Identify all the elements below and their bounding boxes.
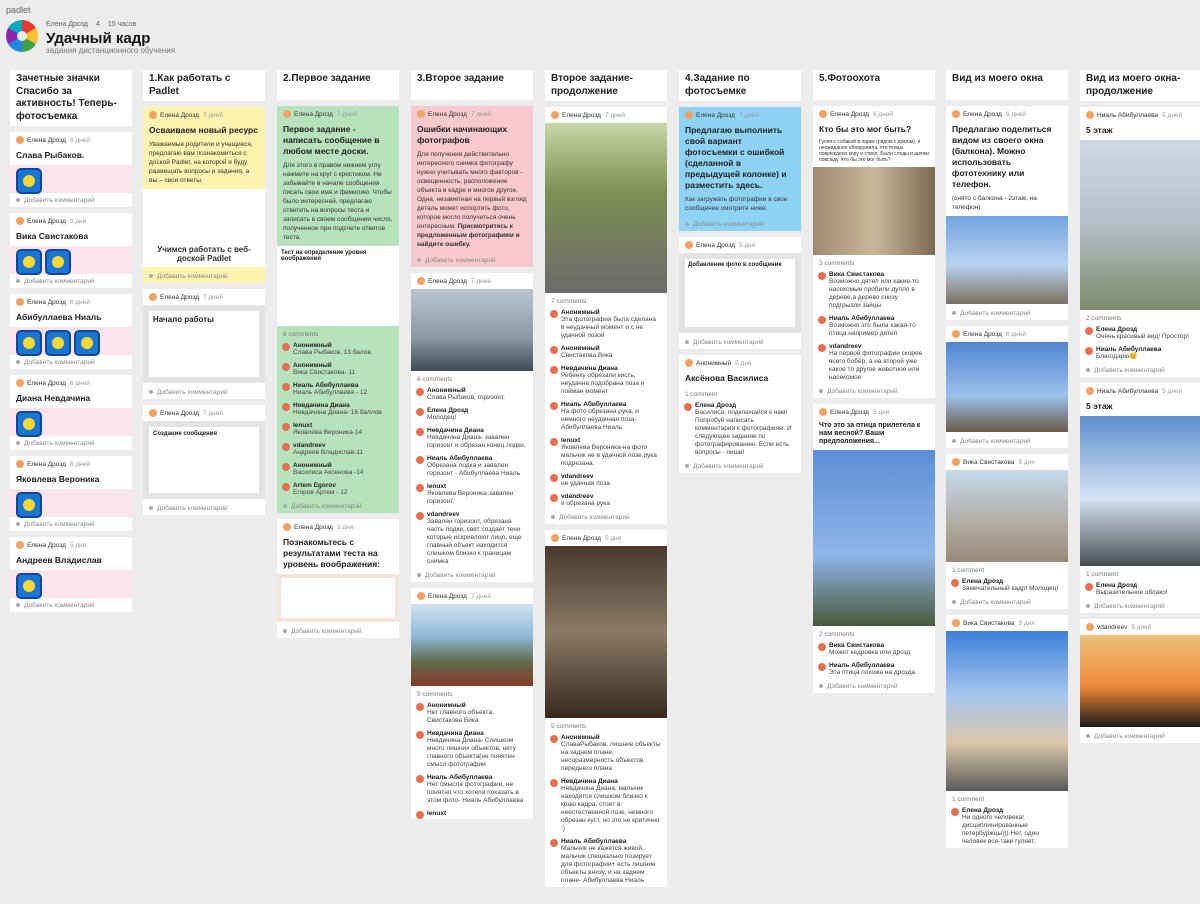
- comment-count: 1 comment: [685, 391, 718, 398]
- board-title: Удачный кадр: [46, 30, 151, 47]
- badge-icon: [16, 492, 42, 518]
- post-card[interactable]: Ниаль Абибуллаева 5 дней 5 этаж 2 comments Елена Дрозд Очень красивый вид! Простор! Ниаль Абибуллаева Благодарю😊 Добавить комментарий: [1080, 107, 1200, 377]
- badge-icon: [16, 168, 42, 194]
- avatar: [551, 111, 559, 119]
- board-subtitle: задания дистанционного обучения: [46, 46, 176, 55]
- add-comment[interactable]: Добавить комментарий: [411, 568, 533, 582]
- comment: Анонимный Нет главного объекта. Свистакова Вика: [411, 699, 533, 727]
- add-comment[interactable]: Добавить комментарий: [10, 517, 132, 531]
- column-title[interactable]: Зачетные значки Спасибо за активность! Теперь-фотосъемка: [10, 70, 132, 126]
- photo-sunset[interactable]: [1080, 635, 1200, 727]
- add-comment[interactable]: Добавить комментарий: [10, 274, 132, 288]
- add-comment[interactable]: Добавить комментарий: [946, 434, 1068, 448]
- column-badges: [10, 70, 132, 618]
- avatar: [149, 293, 157, 301]
- avatar: [1086, 387, 1094, 395]
- add-comment[interactable]: Добавить комментарий: [813, 384, 935, 398]
- comment: Невдачина Диана Невдачина Диана, мальчик находится слишком близко к краю кадра, стоит в неестественной позе, немного обрезан куст, но это не критично :): [545, 775, 667, 835]
- add-comment[interactable]: Добавить комментарий: [10, 598, 132, 612]
- comment: Ниаль Абибуллаева Эта птица похожа на дрозда: [813, 659, 935, 679]
- column-title[interactable]: Второе задание-продолжение: [545, 70, 667, 101]
- comment-count: 1 comment: [952, 796, 985, 803]
- post-card[interactable]: vdandreev 5 дней Добавить комментарий: [1080, 619, 1200, 743]
- badge-icon: [16, 573, 42, 599]
- post-card[interactable]: Елена Дрозд 7 дней Начало работы Добавить комментарий: [143, 289, 265, 399]
- comment: Ниаль Абибуллаева На фото обрезана рука, и немного неудачная поза-Абибуллаева Ниаль: [545, 398, 667, 434]
- comment-count: 5 comments: [551, 723, 587, 730]
- comment: Ниаль Абибуллаева Нет смысла фотографии, не понятно что хотели показать в этом фото- Ниаль Абибуллаева: [411, 771, 533, 807]
- slide-image[interactable]: Начало работы: [143, 305, 265, 383]
- post-card[interactable]: Елена Дрозд 6 дней Добавить комментарий: [946, 326, 1068, 448]
- column-photo-task: [679, 70, 801, 479]
- add-comment[interactable]: Добавить комментарий: [813, 679, 935, 693]
- comment: Елена Дрозд Замечательный кадр! Молодец!: [946, 575, 1068, 595]
- add-comment[interactable]: Добавить комментарий: [679, 217, 801, 231]
- photo-hand[interactable]: [946, 470, 1068, 562]
- post-card[interactable]: Елена Дрозд 7 дней Первое задание - написать сообщение в любом месте доски. Для этого в правом нижнем углу нажмите на круг с крестиком. Не забывайте в начале сообщения писать свои имя и фамилию. Чтобы было интересней, предлагаю ответить на вопросы теста и записать в своем сообщении число, полученное при подсчете ответов теста. Тест на определение уровня воображения 8 comments Анонимный Слава Рыбаков, 13 балов. Анонимный Вика Свистакова- 11 Ниаль Абибуллаева Ниаль Абибуллаева - 12 Невдачина Диана Невдачина Диана- 16 баллов lenuxt Яковлева Вероника-14 vdandreev Андреев Владислав-11 Анонимный Василиса Аксенова -14 Artem Egorov Егоров Артем - 12 Добавить комментарий: [277, 106, 399, 513]
- comment: Невдачина Диана Ребенку обрезали кисть, неудачна подобрана поза и пойман момент: [545, 362, 667, 398]
- slide-image[interactable]: Добавление фото в сообщение: [679, 253, 801, 333]
- comment: Невдачина Диана Невдачина Диана- завален горизонт и обрезан конец лодки.: [411, 424, 533, 452]
- board-header: [0, 0, 1200, 64]
- avatar: [149, 409, 157, 417]
- comment: lenuxt: [411, 807, 533, 819]
- comment-count: 7 comments: [551, 298, 587, 305]
- post-card[interactable]: Вика Свистакова 5 дня 1 comment Елена Дрозд Замечательный кадр! Молодец! Добавить комментарий: [946, 454, 1068, 609]
- comment: Анонимный Василиса Аксенова -14: [277, 459, 399, 479]
- add-comment[interactable]: Добавить комментарий: [143, 501, 265, 515]
- results-image[interactable]: [277, 574, 399, 622]
- badge-icon: [16, 411, 42, 437]
- column-second-task: [411, 70, 533, 825]
- comment: Ниаль Абибуллаева Обрезана лодка и завален горизонт - Абибуллаева Ниаль: [411, 452, 533, 480]
- column-title[interactable]: 2.Первое задание: [277, 70, 399, 100]
- post-card[interactable]: Вика Свистакова 5 дня 1 comment Елена Дрозд Ни одного человека! дисциплинированные петербуржцы))) Нет, один человек все-таки гуляет.: [946, 615, 1068, 848]
- avatar: [685, 111, 693, 119]
- photo-fishermen[interactable]: [411, 289, 533, 371]
- photo-window-view[interactable]: [946, 216, 1068, 304]
- post-card[interactable]: Елена Дрозд 7 дней 5 comments Анонимный Нет главного объекта. Свистакова Вика Невдачина Диана Невдачина Диана- Слишком много лишних объектов, нету главного объекта(не понятен смысл фотографии Ниаль Абибуллаева Нет смысла фотографии, не понятно что хотели показать в этом фото- Ниаль Абибуллаева lenuxt: [411, 588, 533, 819]
- avatar: [685, 241, 693, 249]
- column-title[interactable]: 4.Задание по фотосъемке: [679, 70, 801, 101]
- avatar: [16, 217, 24, 225]
- badge-icon: [16, 330, 42, 356]
- comment: Вика Свистакова Может кедровка или дрозд: [813, 639, 935, 659]
- comment: Невдачина Диана Невдачина Диана- Слишком много лишних объектов, нету главного объекта(не понятен смысл фотографии: [411, 727, 533, 771]
- comment-count: 1 comment: [952, 567, 985, 574]
- post-card[interactable]: Елена Дрозд 6 дней Абибуллаева Ниаль Добавить комментарий: [10, 294, 132, 369]
- comment-count: 3 comments: [819, 260, 855, 267]
- comment: lenuxt Яковлева Вероника-14: [277, 419, 399, 439]
- add-comment[interactable]: Добавить комментарий: [946, 306, 1068, 320]
- post-card[interactable]: Елена Дрозд 5 дня Что это за птица прилетела к нам весной? Ваши предположения... 2 comments Вика Свистакова Может кедровка или дрозд Ниаль Абибуллаева Эта птица похожа на дрозда Добавить комментарий: [813, 404, 935, 693]
- comment-count: 1 comment: [1086, 571, 1119, 578]
- comment-count: 8 comments: [283, 331, 319, 338]
- photo-tree[interactable]: [813, 167, 935, 255]
- comment: Ниаль Абибуллаева Ниаль Абибуллаева - 12: [277, 379, 399, 399]
- add-comment[interactable]: Добавить комментарий: [679, 335, 801, 349]
- photo-bird[interactable]: [813, 450, 935, 626]
- board-meta: [46, 21, 144, 28]
- avatar: [952, 458, 960, 466]
- post-card[interactable]: Анонимный 5 дня Аксёнова Василиса 1 comment Елена Дрозд Василиса, подключайся к нам! Попробуй написать комментарии к фотографиям. И следующее задание по фотографированию. Если есть вопросы - пиши! Добавить комментарий: [679, 355, 801, 473]
- post-card[interactable]: Елена Дрозд 6 дней Диана Невдачина Добавить комментарий: [10, 375, 132, 450]
- photo-buildings[interactable]: [946, 631, 1068, 791]
- badge-icon: [45, 249, 71, 275]
- add-comment[interactable]: Добавить комментарий: [143, 385, 265, 399]
- add-comment[interactable]: Добавить комментарий: [143, 269, 265, 283]
- add-comment[interactable]: Добавить комментарий: [679, 459, 801, 473]
- comment: Анонимный Слава Рыбаков, горизонт.: [411, 384, 533, 404]
- post-card[interactable]: Елена Дрозд 5 дня Познакомьтесь с результатами теста на уровень воображения: Добавить комментарий: [277, 519, 399, 638]
- add-comment[interactable]: Добавить комментарий: [10, 436, 132, 450]
- comment: vdandreev не удачная поза: [545, 470, 667, 490]
- comment-count: 6 comments: [417, 376, 453, 383]
- comment: Анонимный СлаваРыбаков, лишние объекты на заднем плане, несоразмерность объектов переднего плана: [545, 731, 667, 775]
- board-logo-icon: [6, 20, 38, 52]
- avatar: [417, 110, 425, 118]
- avatar: [283, 523, 291, 531]
- post-card[interactable]: Елена Дрозд 6 дней Слава Рыбаков. Добавить комментарий: [10, 132, 132, 207]
- add-comment[interactable]: Добавить комментарий: [10, 193, 132, 207]
- avatar: [819, 110, 827, 118]
- avatar: [16, 541, 24, 549]
- comment: Вика Свистакова Возможно дятел или какие-то насекомые пробили дупло в дереве,а дерево снизу подгрызли зайцы: [813, 268, 935, 312]
- photo-church[interactable]: [1080, 140, 1200, 310]
- avatar: [1086, 111, 1094, 119]
- comment: vdandreev и обрезана рука: [545, 490, 667, 510]
- comment: vdandreev На первой фотографии скорее всего бобёр, а на второй уже какое то другое животное или насекомое: [813, 340, 935, 384]
- post-card[interactable]: Елена Дрозд 7 дней 7 comments Анонимный Эта фотография была сделана в неудачный момент и с не удачной позой Анонимный Свистакова Вика Невдачина Диана Ребенку обрезали кисть, неудачна подобрана поза и пойман момент Ниаль Абибуллаева На фото обрезана рука, и немного неудачная поза-Абибуллаева Ниаль lenuxt Яковлева Вероника-на фото мальчик не в удачной позе,рука подрезана. vdandreev не удачная поза vdandreev и обрезана рука Добавить комментарий: [545, 107, 667, 524]
- add-comment[interactable]: Добавить комментарий: [277, 624, 399, 638]
- badge-icon: [16, 249, 42, 275]
- post-card[interactable]: Елена Дрозд 7 дней Предлагаю выполнить свой вариант фотосъемки с ошибкой (сделанной в предыдущей колонке) и разместить здесь. Как загружать фотографии в свое сообщение смотрите ниже. Добавить комментарий: [679, 107, 801, 231]
- comment: vdandreev Завален горизонт, обрезана часть лодки, свет создает тени которые искривляют лицо, еще главный объект находится слишком близко к границам снимка: [411, 508, 533, 568]
- avatar: [819, 408, 827, 416]
- photo-harbor[interactable]: [411, 604, 533, 686]
- comment: Елена Дрозд Очень красивый вид! Простор!: [1080, 323, 1200, 343]
- photo-clouds[interactable]: [1080, 416, 1200, 566]
- post-card[interactable]: Елена Дрозд 6 дней Предлагаю поделиться видом из своего окна (балкона). Можно использовать фототехнику или телефон. (снято с балкона - 2этаж, на телефон) Добавить комментарий: [946, 106, 1068, 320]
- avatar: [417, 277, 425, 285]
- column-window-view: [946, 70, 1068, 854]
- avatar: [149, 111, 157, 119]
- avatar: [952, 619, 960, 627]
- comment: Анонимный Свистакова Вика: [545, 342, 667, 362]
- photo-branches[interactable]: [946, 342, 1068, 432]
- comment: Анонимный Эта фотография была сделана в неудачный момент и с не удачной позой: [545, 306, 667, 342]
- add-comment[interactable]: Добавить комментарий: [1080, 363, 1200, 377]
- post-card[interactable]: Елена Дрозд 7 дней Ошибки начинающих фотографов Для получения действительно интересного снимка фотографу нужно учитывать много факторов - освещенность, расположение объекта в кадре и многое другое. Одна, незаметная на первый взгляд деталь может испортить фото, которое могло получиться очень интересным. Присмотритесь к предложенным фотографиям и найдите ошибку. Добавить комментарий: [411, 106, 533, 267]
- cover-image[interactable]: Учимся работать с веб-доской Padlet: [143, 189, 265, 267]
- comment-count: 2 comments: [819, 631, 855, 638]
- brand-label[interactable]: padlet: [6, 5, 31, 15]
- post-card[interactable]: Елена Дрозд 7 дней 6 comments Анонимный Слава Рыбаков, горизонт. Елена Дрозд Молодец! Невдачина Диана Невдачина Диана- завален горизонт и обрезан конец лодки. Ниаль Абибуллаева Обрезана лодка и завален горизонт - Абибуллаева Ниаль lenuxt Яковлева Вероника-завален горизонт. vdandreev Завален горизонт, обрезана часть лодки, свет создает тени которые искривляют лицо, еще главный объект находится слишком близко к границам снимка Добавить комментарий: [411, 273, 533, 582]
- comment: Artem Egorov Егоров Артем - 12: [277, 479, 399, 499]
- comment: lenuxt Яковлева Вероника-на фото мальчик не в удачной позе,рука подрезана.: [545, 434, 667, 470]
- avatar: [16, 379, 24, 387]
- comment: vdandreev Андреев Владислав-11: [277, 439, 399, 459]
- add-comment[interactable]: Добавить комментарий: [411, 253, 533, 267]
- likes-count: 4: [95, 21, 100, 28]
- photo-boy[interactable]: [545, 123, 667, 293]
- post-card[interactable]: Елена Дрозд 5 дня Добавление фото в сообщение Добавить комментарий: [679, 237, 801, 349]
- add-comment[interactable]: Добавить комментарий: [946, 595, 1068, 609]
- column-window-view-cont: [1080, 70, 1200, 749]
- column-title[interactable]: Вид из моего окна-продолжение: [1080, 70, 1200, 101]
- photo-blossom[interactable]: [545, 546, 667, 718]
- comment: Невдачина Диана Невдачина Диана- 16 баллов: [277, 399, 399, 419]
- test-document[interactable]: Тест на определение уровня воображения: [277, 246, 399, 326]
- comment: Елена Дрозд Ни одного человека! дисциплинированные петербуржцы))) Нет, один человек все-таки гуляет.: [946, 804, 1068, 848]
- avatar: [1086, 623, 1094, 631]
- post-card[interactable]: Елена Дрозд 7 дней Создание сообщения Добавить комментарий: [143, 405, 265, 515]
- board-time: 15 часов: [107, 21, 137, 28]
- owner-name[interactable]: Елена Дрозд: [46, 21, 88, 28]
- avatar: [551, 534, 559, 542]
- column-title[interactable]: 3.Второе задание: [411, 70, 533, 100]
- avatar: [16, 298, 24, 306]
- comment: lenuxt Яковлева Вероника-завален горизонт.: [411, 480, 533, 508]
- add-comment[interactable]: Добавить комментарий: [277, 499, 399, 513]
- column-first-task: [277, 70, 399, 644]
- post-card[interactable]: Елена Дрозд 5 дня Вика Свистакова Добавить комментарий: [10, 213, 132, 288]
- badge-icon: [45, 330, 71, 356]
- comment: Анонимный Слава Рыбаков, 13 балов.: [277, 339, 399, 359]
- add-comment[interactable]: Добавить комментарий: [1080, 729, 1200, 743]
- post-card[interactable]: Ниаль Абибуллаева 5 дней 5 этаж 1 comment Елена Дрозд Выразительное облако! Добавить комментарий: [1080, 383, 1200, 613]
- column-title[interactable]: Вид из моего окна: [946, 70, 1068, 100]
- comment: Ниаль Абибуллаева Благодарю😊: [1080, 343, 1200, 363]
- comment: Елена Дрозд Выразительное облако!: [1080, 579, 1200, 599]
- post-card[interactable]: Елена Дрозд 5 дня Андреев Владислав Добавить комментарий: [10, 537, 132, 612]
- avatar: [952, 330, 960, 338]
- post-card[interactable]: Елена Дрозд 5 дня 5 comments Анонимный СлаваРыбаков, лишние объекты на заднем плане, несоразмерность объектов переднего плана Невдачина Диана Невдачина Диана, мальчик находится слишком близко к краю кадра, стоит в неестественной позе, немного обрезан куст, но это не критично :) Ниаль Абибуллаева Мальчик не кажется живой, мальчик специально позирует для фотографии+ есть лишние объекты внизу, и на заднем плане- Абибуллаева Ниаль: [545, 530, 667, 887]
- comment: Елена Дрозд Василиса, подключайся к нам! Попробуй написать комментарии к фотографиям. И следующее задание по фотографированию. Если есть вопросы - пиши!: [679, 399, 801, 459]
- comment-count: 5 comments: [417, 691, 453, 698]
- avatar: [16, 136, 24, 144]
- avatar: [283, 110, 291, 118]
- comment: Анонимный Вика Свистакова- 11: [277, 359, 399, 379]
- column-title[interactable]: 5.Фотоохота: [813, 70, 935, 100]
- slide-image[interactable]: Создание сообщения: [143, 421, 265, 499]
- comment: Ниаль Абибуллаева Мальчик не кажется живой, мальчик специально позирует для фотографии+ есть лишние объекты внизу, и на заднем плане- Абибуллаева Ниаль: [545, 835, 667, 887]
- comment: Ниаль Абибуллаева Возможно это была какая-то птица например дятел: [813, 312, 935, 340]
- comment-count: 2 comments: [1086, 315, 1122, 322]
- post-card[interactable]: Елена Дрозд 6 дней Яковлева Вероника Добавить комментарий: [10, 456, 132, 531]
- avatar: [417, 592, 425, 600]
- badge-icon: [74, 330, 100, 356]
- add-comment[interactable]: Добавить комментарий: [10, 355, 132, 369]
- post-card[interactable]: Елена Дрозд 7 дней Осваиваем новый ресурс Уважаемые родители и учащиеся, предлагаю вам познакомиться с доской Padlet, на которой я буду размещать вопросы и задания, а вы – свои ответы. Учимся работать с веб-доской Padlet Добавить комментарий: [143, 107, 265, 283]
- avatar: [952, 110, 960, 118]
- add-comment[interactable]: Добавить комментарий: [545, 510, 667, 524]
- post-card[interactable]: Елена Дрозд 6 дней Кто бы это мог быть? Гуляя с собакой в парке (рядом с домом), я неожиданно обнаружила, что птицы повреждено кору и ствол. Были следы и щепки повсюду. Кто бы это мог быть? 3 comments Вика Свистакова Возможно дятел или какие-то насекомые пробили дупло в дереве,а дерево снизу подгрызли зайцы Ниаль Абибуллаева Возможно это была какая-то птица например дятел vdandreev На первой фотографии скорее всего бобёр, а на второй уже какое то другое животное или насекомое Добавить комментарий: [813, 106, 935, 398]
- column-title[interactable]: 1.Как работать с Padlet: [143, 70, 265, 101]
- comment: Елена Дрозд Молодец!: [411, 404, 533, 424]
- column-photo-hunt: [813, 70, 935, 699]
- column-padlet-howto: [143, 70, 265, 521]
- column-second-task-cont: [545, 70, 667, 893]
- avatar: [685, 359, 693, 367]
- add-comment[interactable]: Добавить комментарий: [1080, 599, 1200, 613]
- avatar: [16, 460, 24, 468]
